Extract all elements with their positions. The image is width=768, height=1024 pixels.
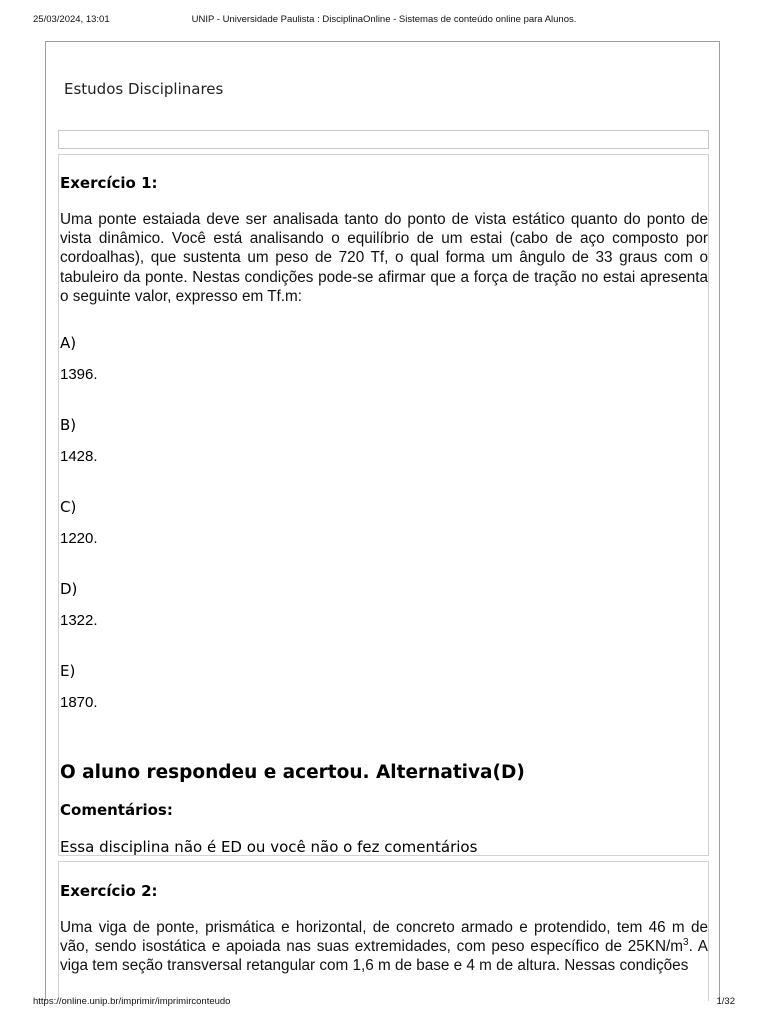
comments-text: Essa disciplina não é ED ou você não o fez comentários [60, 838, 478, 856]
print-page-title: UNIP - Universidade Paulista : DisciplinaOnline - Sistemas de conteúdo online para Alunos. [191, 14, 577, 25]
print-datetime: 25/03/2024, 13:01 [33, 14, 110, 25]
exercise-1-statement: Uma ponte estaiada deve ser analisada tanto do ponto de vista estático quanto do ponto de vista dinâmico. Você está analisando o equilíbrio de um estai (cabo de aço composto por cordoalhas), que sustenta um peso de 720 Tf, o qual forma um ângulo de 33 graus com o tabuleiro da ponte. Nestas condições pode-se afirmar que a força de tração no estai apresenta o seguinte valor, expresso em Tf.m: [60, 211, 708, 305]
option-c-letter: C) [60, 498, 77, 516]
option-b-value: 1428. [60, 448, 98, 465]
exercise-1-title: Exercício 1: [60, 174, 158, 192]
option-e-letter: E) [60, 662, 76, 680]
page-title: Estudos Disciplinares [64, 80, 224, 98]
option-a-value: 1396. [60, 366, 98, 383]
answer-result: O aluno respondeu e acertou. Alternativa(D) [60, 762, 525, 783]
exercise-2-statement-part2: . A viga tem seção transversal retangular com 1,6 m de base e 4 m de altura. Nessas condições [60, 938, 709, 975]
print-url: https://online.unip.br/imprimir/imprimirconteudo [33, 996, 231, 1007]
comments-label: Comentários: [60, 801, 173, 819]
print-page-number: 1/32 [716, 996, 735, 1007]
option-e-value: 1870. [60, 694, 98, 711]
option-d-value: 1322. [60, 612, 98, 629]
option-c-value: 1220. [60, 530, 98, 547]
exercise-2-statement-part1: Uma viga de ponte, prismática e horizontal, de concreto armado e protendido, tem 46 m de vão, sendo isostática e apoiada nas suas extremidades, com peso específico de 25KN/m [60, 919, 708, 956]
option-d-letter: D) [60, 580, 78, 598]
option-a-letter: A) [60, 334, 77, 352]
empty-panel [58, 130, 709, 149]
exercise-2-statement [60, 918, 708, 976]
option-b-letter: B) [60, 416, 77, 434]
exercise-2-statement-superscript: 3 [683, 937, 689, 949]
exercise-2-title: Exercício 2: [60, 882, 158, 900]
